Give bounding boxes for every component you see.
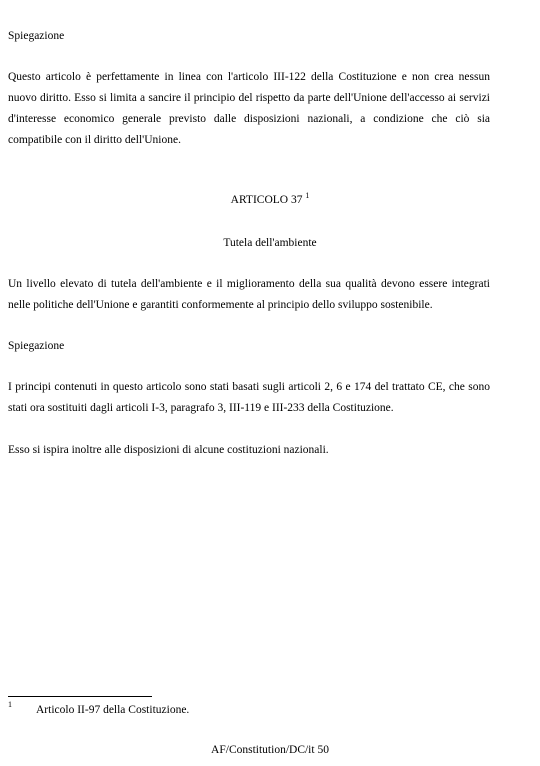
explanation-paragraph-1: Questo articolo è perfettamente in linea con l'articolo III-122 della Costituzione e non crea nessun nuovo diritto. Esso si limita a sancire il principio del rispetto da parte dell'Unione dell'accesso ai servizi d'interesse economico generale previsto dalle disposizioni nazionali, a condizione che ciò sia compatibile con il diritto dell'Unione.: [8, 71, 490, 146]
page-footer-reference: AF/Constitution/DC/it 50: [211, 744, 329, 756]
footnote-number: 1: [8, 700, 12, 709]
explanation-paragraph-2: I principi contenuti in questo articolo sono stati basati sugli articoli 2, 6 e 174 del trattato CE, che sono stati ora sostituiti dagli articoli I-3, paragrafo 3, III-119 e III-233 della Costituzione.: [8, 381, 490, 414]
article-title-text: ARTICOLO 37: [230, 194, 303, 206]
footnote-reference[interactable]: 1: [305, 191, 310, 201]
article-title: [0, 191, 540, 206]
article-paragraph: Un livello elevato di tutela dell'ambiente e il miglioramento della sua qualità devono essere integrati nelle politiche dell'Unione e garantiti conformemente al principio dello sviluppo sostenibile.: [8, 278, 490, 311]
explanation-heading-1: Spiegazione: [8, 30, 65, 42]
article-subtitle: Tutela dell'ambiente: [223, 237, 317, 249]
footnote-text: Articolo II-97 della Costituzione.: [36, 704, 190, 716]
explanation-heading-2: Spiegazione: [8, 340, 65, 352]
footnote-separator: [8, 696, 152, 697]
explanation-paragraph-3: Esso si ispira inoltre alle disposizioni di alcune costituzioni nazionali.: [8, 444, 329, 456]
